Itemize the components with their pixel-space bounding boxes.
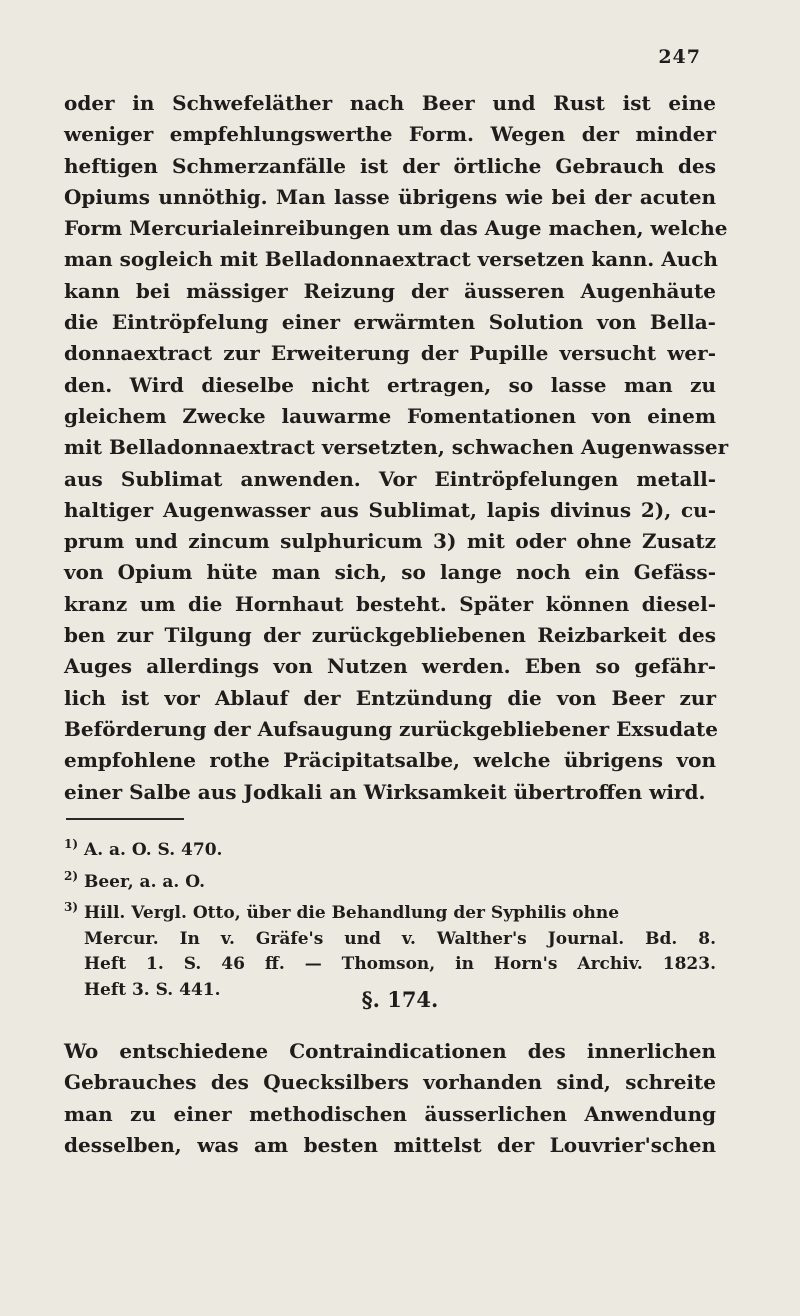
section-heading: §. 174. (361, 987, 439, 1012)
text-line: Wo entschiedene Contraindicationen des innerlichen (64, 1039, 716, 1063)
text-line: Form Mercurialeinreibungen um das Auge machen, welche (64, 216, 728, 241)
footnote-3-continued: Heft 1. S. 46 ff. — Thomson, in Horn's Archiv. 1823. (84, 954, 716, 975)
main-paragraph (64, 88, 729, 808)
footnote-marker: 2) (64, 868, 79, 883)
footnote-marker: 1) (64, 837, 79, 851)
text-line: einer Salbe aus Jodkali an Wirksamkeit übertroffen wird. (64, 779, 706, 804)
footnote-3 (64, 895, 716, 927)
footnote-divider (66, 818, 184, 820)
text-line: haltiger Augenwasser aus Sublimat, lapis divinus 2), cu- (64, 497, 716, 522)
footnote-1 (64, 832, 716, 864)
text-line: den. Wird dieselbe nicht ertragen, so lasse man zu (64, 372, 716, 397)
text-line: Auges allerdings von Nutzen werden. Eben so gefähr- (64, 654, 716, 679)
footnote-text: A. a. O. S. 470. (84, 840, 223, 860)
footnote-2 (64, 864, 716, 896)
footnote-text: Beer, a. a. O. (84, 871, 205, 892)
text-line: kann bei mässiger Reizung der äusseren Augenhäute (64, 278, 716, 303)
text-line: von Opium hüte man sich, so lange noch ein Gefäss- (64, 560, 716, 585)
footnotes (64, 832, 716, 1004)
text-line: man zu einer methodischen äusserlichen Anwendung (64, 1101, 716, 1126)
page-number: 247 (658, 46, 701, 68)
text-line: lich ist vor Ablauf der Entzündung die von Beer zur (64, 685, 716, 710)
text-line: Gebrauches des Quecksilbers vorhanden sind, schreite (64, 1070, 716, 1095)
text-line: oder in Schwefeläther nach Beer und Rust ist eine (64, 91, 716, 115)
text-line: gleichem Zwecke lauwarme Fomentationen von einem (64, 403, 716, 428)
text-line: empfohlene rothe Präcipitatsalbe, welche übrigens von (64, 748, 716, 773)
footnote-text: Hill. Vergl. Otto, über die Behandlung der Syphilis ohne (84, 903, 620, 924)
second-paragraph (64, 1036, 716, 1161)
text-line: desselben, was am besten mittelst der Louvrier'schen (64, 1132, 716, 1157)
text-line: heftigen Schmerzanfälle ist der örtliche Gebrauch des (64, 153, 716, 178)
text-line: weniger empfehlungswerthe Form. Wegen der minder (64, 122, 716, 147)
text-line: ben zur Tilgung der zurückgebliebenen Reizbarkeit des (64, 623, 716, 648)
text-line: kranz um die Hornhaut besteht. Später können diesel- (64, 591, 716, 616)
text-line: Beförderung der Aufsaugung zurückgebliebener Exsudate (64, 716, 719, 741)
text-line: donnaextract zur Erweiterung der Pupille versucht wer- (64, 341, 716, 366)
text-line: Opiums unnöthig. Man lasse übrigens wie bei der acuten (64, 184, 716, 209)
footnote-3-continued: Heft 3. S. 441. (84, 979, 221, 1000)
text-line: die Eintröpfelung einer erwärmten Solution von Bella- (64, 310, 716, 335)
footnote-marker: 3) (64, 900, 79, 915)
footnote-3-continued: Mercur. In v. Gräfe's und v. Walther's Journal. Bd. 8. (84, 928, 716, 949)
text-line: aus Sublimat anwenden. Vor Eintröpfelungen metall- (64, 466, 716, 491)
text-line: prum und zincum sulphuricum 3) mit oder ohne Zusatz (64, 529, 716, 554)
text-line: man sogleich mit Belladonnaextract versetzen kann. Auch (64, 247, 718, 272)
text-line: mit Belladonnaextract versetzten, schwachen Augenwasser (64, 435, 729, 460)
